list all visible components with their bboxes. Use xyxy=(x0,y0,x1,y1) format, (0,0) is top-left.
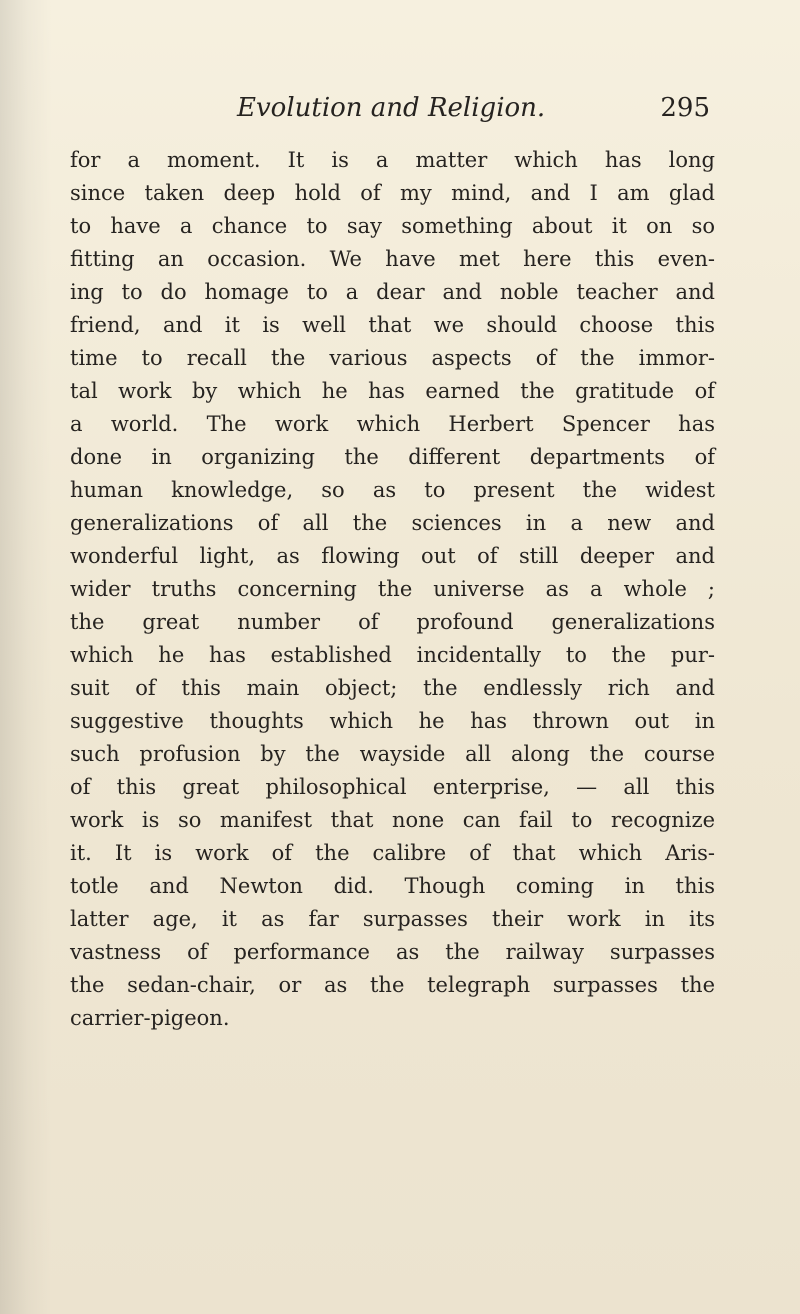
text-line-15: the great number of profound generalizations xyxy=(70,610,715,634)
text-line-26: the sedan-chair, or as the telegraph surpasses the xyxy=(70,973,715,997)
running-head xyxy=(70,92,710,130)
page-number: 295 xyxy=(660,93,710,123)
text-line-19: such profusion by the wayside all along the course xyxy=(70,742,715,766)
text-line-2: since taken deep hold of my mind, and I am glad xyxy=(70,181,715,205)
text-line-3: to have a chance to say something about it on so xyxy=(70,214,715,238)
text-line-7: time to recall the various aspects of the immor- xyxy=(70,346,715,370)
text-line-24: latter age, it as far surpasses their work in its xyxy=(70,907,715,931)
text-line-25: vastness of performance as the railway surpasses xyxy=(70,940,715,964)
text-line-17: suit of this main object; the endlessly rich and xyxy=(70,676,715,700)
text-line-4: fitting an occasion. We have met here this even- xyxy=(70,247,715,271)
running-title: Evolution and Religion. xyxy=(237,93,546,123)
text-line-9: a world. The work which Herbert Spencer has xyxy=(70,412,715,436)
text-line-1: for a moment. It is a matter which has long xyxy=(70,148,715,172)
text-line-23: totle and Newton did. Though coming in this xyxy=(70,874,715,898)
body-text xyxy=(70,144,715,1035)
text-line-12: generalizations of all the sciences in a new and xyxy=(70,511,715,535)
text-line-11: human knowledge, so as to present the widest xyxy=(70,478,715,502)
text-line-20: of this great philosophical enterprise, — all this xyxy=(70,775,715,799)
text-line-22: it. It is work of the calibre of that which Aris- xyxy=(70,841,715,865)
text-line-8: tal work by which he has earned the gratitude of xyxy=(70,379,715,403)
text-line-21: work is so manifest that none can fail to recognize xyxy=(70,808,715,832)
text-line-10: done in organizing the different departments of xyxy=(70,445,715,469)
text-line-27: carrier-pigeon. xyxy=(70,1006,230,1030)
text-line-13: wonderful light, as flowing out of still deeper and xyxy=(70,544,715,568)
text-line-16: which he has established incidentally to the pur- xyxy=(70,643,715,667)
text-line-6: friend, and it is well that we should choose this xyxy=(70,313,715,337)
text-line-5: ing to do homage to a dear and noble teacher and xyxy=(70,280,715,304)
text-line-14: wider truths concerning the universe as a whole ; xyxy=(70,577,715,601)
text-line-18: suggestive thoughts which he has thrown out in xyxy=(70,709,715,733)
